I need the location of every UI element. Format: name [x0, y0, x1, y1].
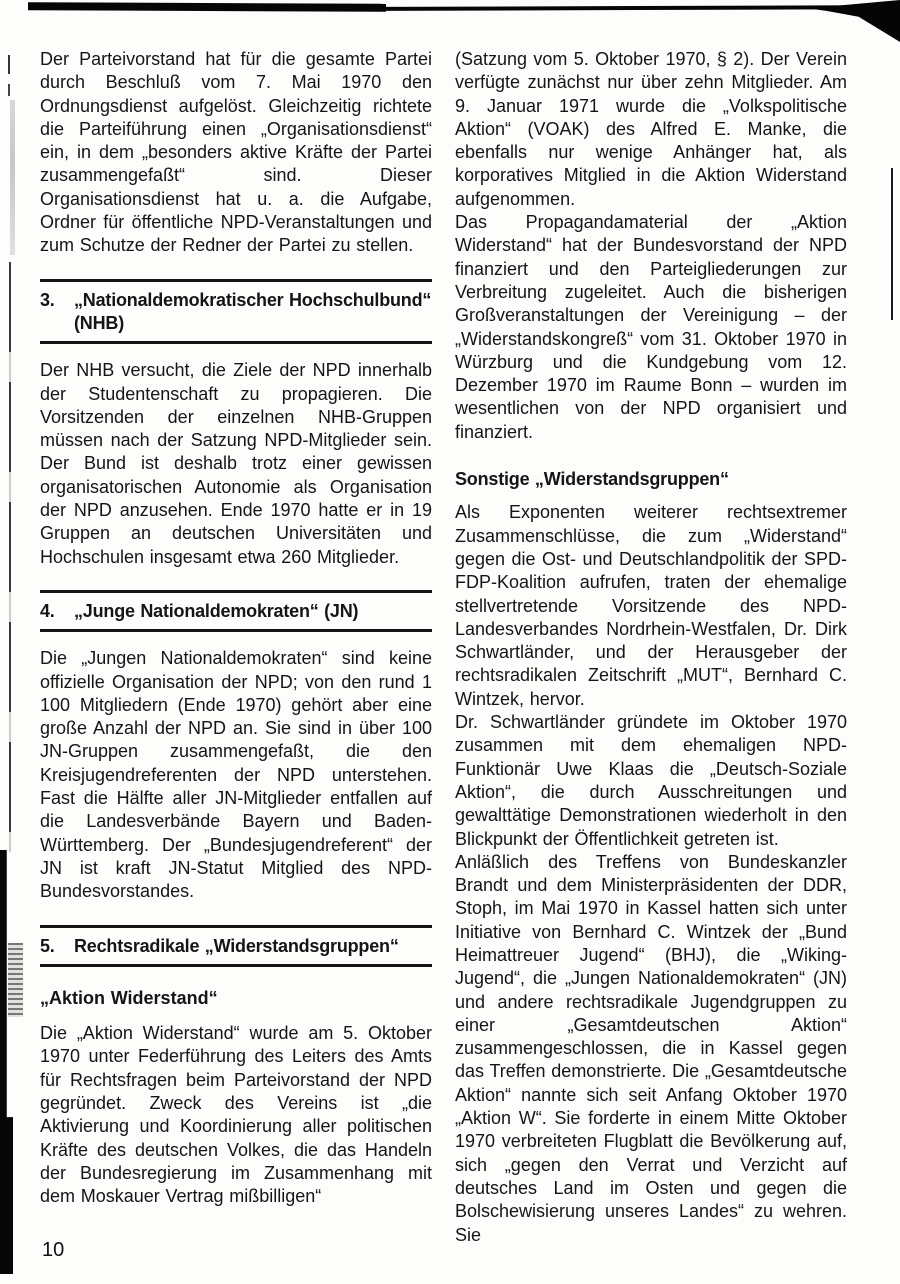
- scan-artifact-left-dash: [8, 84, 10, 96]
- section4-title: „Junge Nationaldemokraten“ (JN): [74, 600, 359, 621]
- scan-artifact-left-binding-bar: [0, 850, 13, 1274]
- scan-artifact-left-streak: [10, 100, 15, 255]
- scan-artifact-left-line: [9, 262, 11, 852]
- sonstige-widerstandsgruppen-heading: Sonstige „Widerstandsgruppen“: [455, 469, 729, 490]
- section5-body: Die „Aktion Widerstand“ wurde am 5. Oktober 1970 unter Federführung des Leiters des Amts für Rechtsfragen beim Parteivorstand der NPD gegründet. Zweck des Vereins ist „die Aktivierung und Koordinierung aller politischen Kräfte des deutschen Volkes, die das Handeln der Bundesregierung im Zusammenhang mit dem Moskauer Vertrag mißbilligen“: [40, 1023, 432, 1207]
- page-number: 10: [42, 1239, 65, 1261]
- scan-artifact-left-hatch-mark: [8, 943, 23, 1017]
- section3-number: 3.: [40, 289, 55, 310]
- aktion-widerstand-subheading: „Aktion Widerstand“: [40, 987, 218, 1008]
- section4-body: Die „Jungen Nationaldemokraten“ sind keine offizielle Organisation der NPD; von den rund 1 100 Mitgliedern (Ende 1970) gehört aber eine große Anzahl der NPD an. Sie sind in über 100 JN-Gruppen zusammengefaßt, die den Kreisjugendreferenten der NPD unterstehen. Fast die Hälfte aller JN-Mitglieder entfallen auf die Landesverbände Bayern und Baden-Württemberg. Der „Bundesjugendreferent“ der JN ist kraft JN-Statut Mitglied des NPD-Bundesvorstandes.: [40, 648, 432, 902]
- paragraph-exponenten: Als Exponenten weiterer rechtsextremer Zusammenschlüsse, die zum „Widerstand“ gegen die Ost- und Deutschlandpolitik der SPD-FDP-Koalition aufrufen, traten der ehemalige stellvertretende Vorsitzende des NPD-Landesverbandes Nordrhein-Westfalen, Dr. Dirk Schwartländer, und der Herausgeber der rechtsradikalen Zeitschrift „MUT“, Bernhard C. Wintzek, hervor.: [455, 502, 847, 709]
- section4-number: 4.: [40, 600, 55, 621]
- section3-heading: [40, 279, 432, 345]
- scan-artifact-left-dash: [8, 55, 10, 74]
- scan-artifact-right-edge-line: [891, 168, 893, 320]
- section3-body: Der NHB versucht, die Ziele der NPD innerhalb der Studentenschaft zu propagieren. Die Vorsitzenden der einzelnen NHB-Gruppen müssen nach der Satzung NPD-Mitglieder sein. Der Bund ist deshalb trotz einer gewissen organisatorischen Autonomie als Organisation der NPD anzusehen. Ende 1970 hatte er in 19 Gruppen an deutschen Universitäten und Hochschulen insgesamt etwa 260 Mitglieder.: [40, 360, 432, 567]
- paragraph-anlaesslich: Anläßlich des Treffens von Bundeskanzler Brandt und dem Ministerpräsidenten der DDR, Stoph, im Mai 1970 in Kassel hatten sich unter Initiative von Bernhard C. Wintzek der „Bund Heimattreuer Jugend“ (BHJ), die „Wiking-Jugend“, die „Jungen Nationaldemokraten“ (JN) und andere rechtsradikale Jugendgruppen zu einer „Gesamtdeutschen Aktion“ zusammengeschlossen, die in Kassel gegen das Treffen demonstrierte. Die „Gesamtdeutsche Aktion“ nannte sich seit Anfang Oktober 1970 „Aktion W“. Sie forderte in einem Mitte Oktober 1970 verbreiteten Flugblatt die Bevölkerung auf, sich „gegen den Verrat und Verzicht auf deutsches Land im Osten und gegen die Bolschewisierung unseres Landes“ zu wehren. Sie: [455, 851, 847, 1245]
- section5-heading: [40, 925, 432, 967]
- section5-title: Rechtsradikale „Widerstandsgruppen“: [74, 935, 399, 956]
- paragraph-satzung: (Satzung vom 5. Oktober 1970, § 2). Der Verein verfügte zunächst nur über zehn Mitglieder. Am 9. Januar 1971 wurde die „Volkspolitische Aktion“ (VOAK) des Alfred E. Manke, die ebenfalls nur wenige Anhänger hat, als korporatives Mitglied in die Aktion Widerstand aufgenommen.: [455, 49, 847, 209]
- paragraph-schwartlaender: Dr. Schwartländer gründete im Oktober 1970 zusammen mit dem ehemaligen NPD-Funktionär Uwe Klaas die „Deutsch-Soziale Aktion“, die durch Ausschreitungen und gewalttätige Demonstrationen wiederholt in den Blickpunkt der Öffentlichkeit getreten ist.: [455, 712, 847, 849]
- section3-title: „Nationaldemokratischer Hochschulbund“ (NHB): [74, 289, 432, 333]
- intro-paragraph: Der Parteivorstand hat für die gesamte Partei durch Beschluß vom 7. Mai 1970 den Ordnungsdienst aufgelöst. Gleichzeitig richtete die Parteiführung einen „Organisationsdienst“ ein, in dem „besonders aktive Kräfte der Partei zusammengefaßt“ sind. Dieser Organisationsdienst hat u. a. die Aufgabe, Ordner für öffentliche NPD-Veranstaltungen und zum Schutze der Redner der Partei zu stellen.: [40, 49, 432, 256]
- paragraph-propaganda: Das Propagandamaterial der „Aktion Widerstand“ hat der Bundesvorstand der NPD finanziert und den Parteigliederungen zur Verbreitung zugeleitet. Auch die bisherigen Großveranstaltungen der Vereinigung – der „Widerstandskongreß“ vom 31. Oktober 1970 in Würzburg und die Kundgebung vom 12. Dezember 1970 im Raume Bonn – wurden im wesentlichen von der NPD organisiert und finanziert.: [455, 212, 847, 442]
- scan-artifact-top-rule-left: [28, 2, 386, 12]
- section5-number: 5.: [40, 935, 55, 956]
- section4-heading: [40, 590, 432, 632]
- right-column: [455, 48, 847, 1247]
- left-column: [40, 48, 432, 1208]
